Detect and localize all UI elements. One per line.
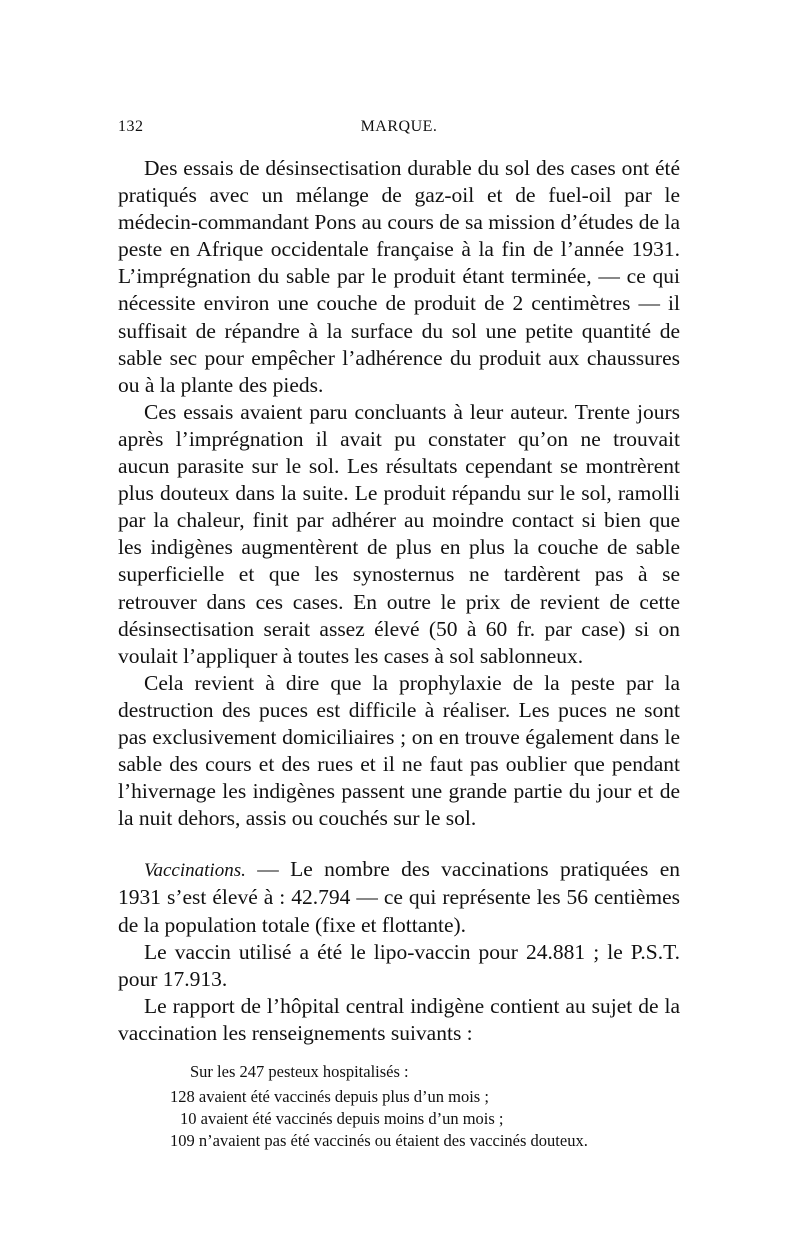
page-number: 132 xyxy=(118,118,144,135)
running-head: MARQUE. xyxy=(360,118,438,135)
vaccinations-text: — Le nombre des vaccinations pratiquées en 1931 s’est élevé à : 42.794 — ce qui représente les 56 centièmes de la population totale (fixe et flottante). xyxy=(118,857,680,937)
paragraph-vaccin-utilise: Le vaccin utilisé a été le lipo-vaccin pour 24.881 ; le P.S.T. pour 17.913. xyxy=(118,939,680,991)
paragraph-essais: Ces essais avaient paru concluants à leur auteur. Trente jours après l’imprégnation il avait pu constater qu’on ne trouvait aucun parasite sur le sol. Les résultats cependant se montrèrent plus douteux dans la suite. Le produit répandu sur le sol, ramolli par la chaleur, finit par adhérer au moindre contact si bien que les indigènes augmentèrent de plus en plus la couche de sable superficielle et que les synosternus ne tardèrent pas à se retrouver dans ces cases. En outre le prix de revient de cette désinsectisation serait assez élevé (50 à 60 fr. par case) si on voulait l’appliquer à toutes les cases à sol sablonneux. xyxy=(118,399,680,668)
paragraph-vaccinations xyxy=(118,856,680,938)
hospital-stats-list xyxy=(118,1061,680,1152)
body-text xyxy=(118,155,680,1152)
paragraph-prophylaxie: Cela revient à dire que la prophylaxie de la peste par la destruction des puces est difficile à réaliser. Les puces ne sont pas exclusivement domiciliaires ; on en trouve également dans le sable des cours et des rues et il ne faut pas oublier que pendant l’hivernage les indigènes passent une grande partie du jour et de la nuit dehors, assis ou couchés sur le sol. xyxy=(118,670,680,831)
list-item: 109 n’avaient pas été vaccinés ou étaient des vaccinés douteux. xyxy=(170,1131,588,1150)
vaccinations-runin-heading: Vaccinations. xyxy=(144,860,246,882)
page-header xyxy=(118,118,680,142)
paragraph-desinsectisation: Des essais de désinsectisation durable du sol des cases ont été pratiqués avec un mélange de gaz-oil et de fuel-oil par le médecin-commandant Pons au cours de sa mission d’études de la peste en Afrique occidentale française à la fin de l’année 1931. L’imprégnation du sable par le produit étant terminée, — ce qui nécessite environ une couche de produit de 2 centimètres — il suffisait de répandre à la surface du sol une petite quantité de sable sec pour empêcher l’adhérence du produit aux chaussures ou à la plante des pieds. xyxy=(118,156,680,397)
paragraph-rapport: Le rapport de l’hôpital central indigène contient au sujet de la vaccination les renseignements suivants : xyxy=(118,993,680,1045)
list-item: 128 avaient été vaccinés depuis plus d’un mois ; xyxy=(170,1087,489,1106)
list-intro: Sur les 247 pesteux hospitalisés : xyxy=(190,1062,409,1081)
list-item: 10 avaient été vaccinés depuis moins d’un mois ; xyxy=(180,1109,504,1128)
